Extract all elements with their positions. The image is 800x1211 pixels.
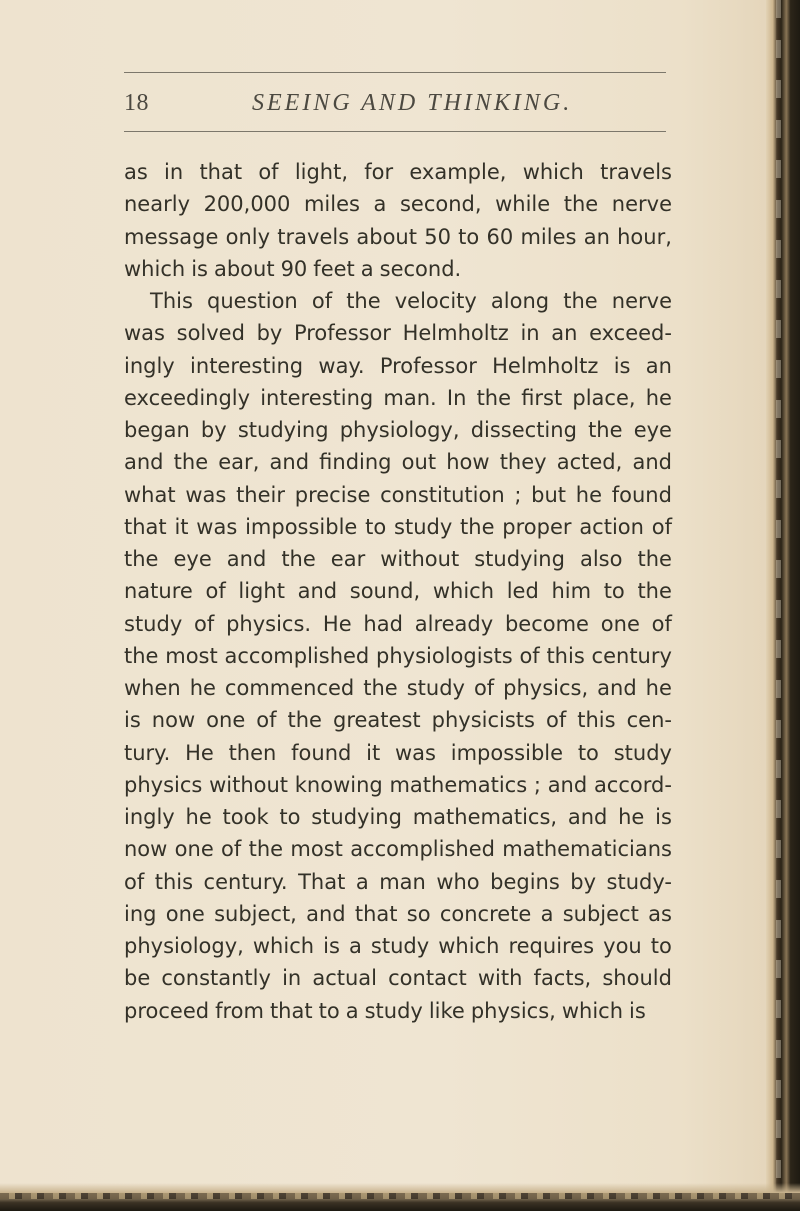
page-number: 18 xyxy=(124,90,149,116)
text-line: proceed from that to a study like physics, which is xyxy=(124,998,646,1023)
text-line: began by studying physiology, dissecting the eye xyxy=(124,418,672,442)
text-line: nearly 200,000 miles a second, while the nerve xyxy=(124,192,672,217)
text-line: nature of light and sound, which led him to the xyxy=(124,579,672,604)
text-line: the eye and the ear without studying also the xyxy=(124,547,672,571)
text-line: tury. He then found it was impossible to study xyxy=(124,740,672,765)
text-line: was solved by Professor Helmholtz in an exceed- xyxy=(124,321,672,346)
text-line: exceedingly interesting man. In the first place, he xyxy=(124,385,672,410)
text-line: of this century. That a man who begins by study- xyxy=(124,869,672,894)
text-line: study of physics. He had already become one of xyxy=(124,611,672,636)
text-line: as in that of light, for example, which travels xyxy=(124,160,672,184)
header-rule-top xyxy=(124,72,666,73)
running-head xyxy=(124,86,666,120)
page-bottom-edge xyxy=(0,1183,800,1211)
body-text xyxy=(124,156,672,1027)
text-line: This question of the velocity along the nerve xyxy=(150,289,672,313)
text-line: be constantly in actual contact with facts, should xyxy=(124,966,672,991)
text-line: that it was impossible to study the proper action of xyxy=(124,514,672,539)
header-rule-bottom xyxy=(124,131,666,132)
text-line: the most accomplished physiologists of this century xyxy=(124,643,672,668)
text-line: ing one subject, and that so concrete a subject as xyxy=(124,901,672,926)
text-line: now one of the most accomplished mathematicians xyxy=(124,837,672,862)
text-line: message only travels about 50 to 60 miles an hour, xyxy=(124,224,672,249)
running-title: SEEING AND THINKING. xyxy=(252,90,573,116)
text-line: is now one of the greatest physicists of this cen- xyxy=(124,708,672,733)
text-line: which is about 90 feet a second. xyxy=(124,256,462,281)
text-line: ingly he took to studying mathematics, and he is xyxy=(124,805,672,829)
text-line: physics without knowing mathematics ; and accord- xyxy=(124,772,672,797)
text-line: and the ear, and finding out how they acted, and xyxy=(124,450,672,475)
text-line: physiology, which is a study which requires you to xyxy=(124,934,672,958)
text-line: when he commenced the study of physics, and he xyxy=(124,676,672,700)
text-line: what was their precise constitution ; but he found xyxy=(124,482,672,507)
book-binding-edge xyxy=(766,0,800,1211)
text-line: ingly interesting way. Professor Helmholtz is an xyxy=(124,353,672,378)
